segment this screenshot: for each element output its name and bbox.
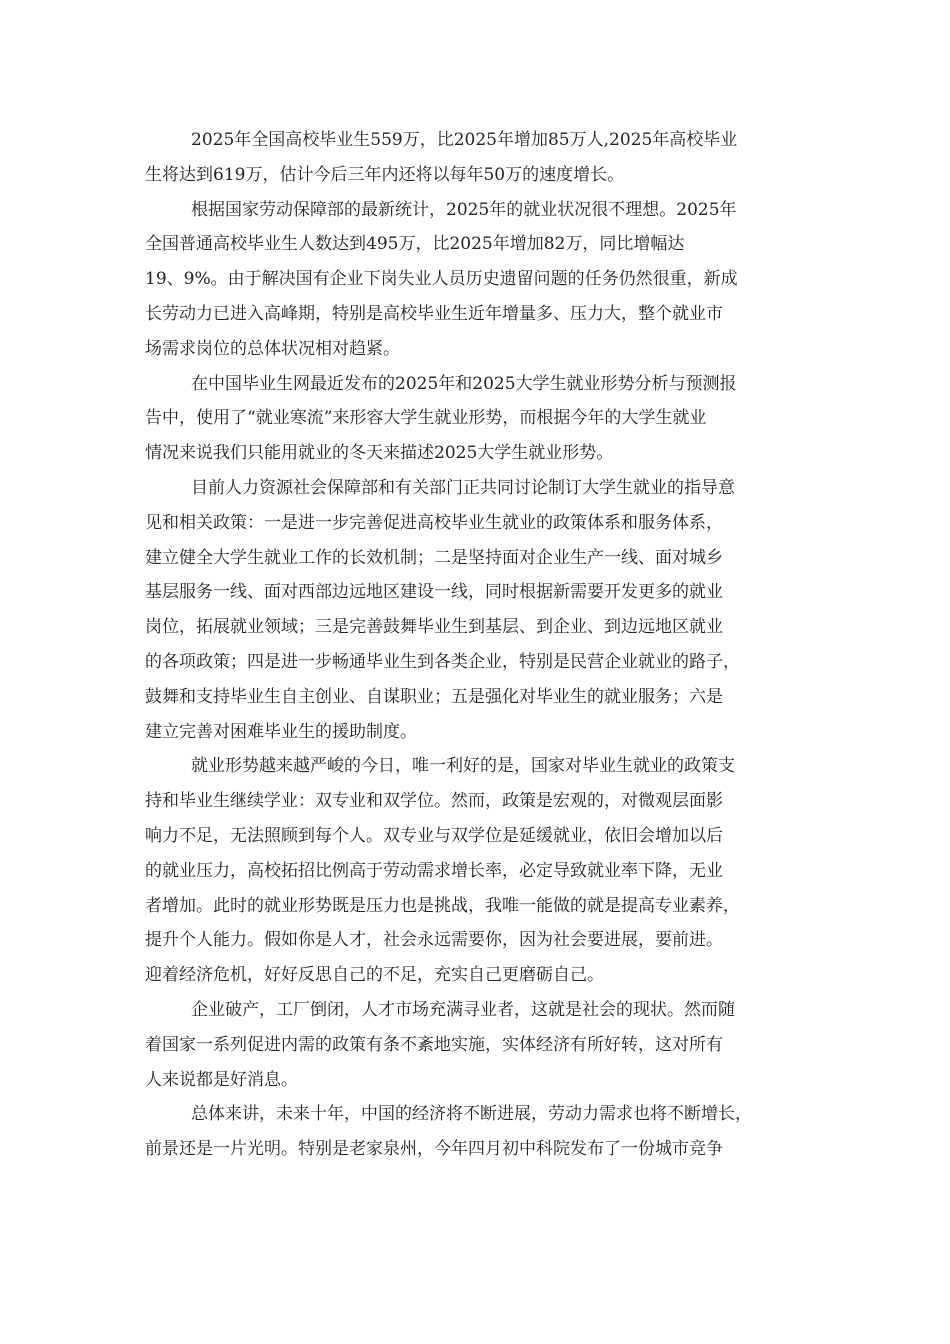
text-line: 2025年全国高校毕业生559万，比2025年增加85万人,2025年高校毕业 bbox=[191, 130, 738, 150]
text-line: 基层服务一线、面对西部边远地区建设一线，同时根据新需要开发更多的就业 bbox=[145, 582, 723, 603]
paragraph-5 bbox=[145, 749, 825, 993]
text-line: 人来说都是好消息。 bbox=[145, 1069, 298, 1090]
text-line: 响力不足，无法照顾到每个人。双专业与双学位是延缓就业，依旧会增加以后 bbox=[145, 825, 723, 846]
text-line: 全国普通高校毕业生人数达到495万，比2025年增加82万，同比增幅达 bbox=[145, 234, 685, 255]
text-line: 在中国毕业生网最近发布的2025年和2025大学生就业形势分析与预测报 bbox=[191, 373, 737, 394]
text-line: 提升个人能力。假如你是人才，社会永远需要你，因为社会要进展，要前进。 bbox=[145, 930, 723, 951]
text-line: 19、9%。由于解决国有企业下岗失业人员历史遗留问题的任务仍然很重，新成 bbox=[145, 269, 738, 290]
text-line: 长劳动力已进入高峰期，特别是高校毕业生近年增量多、压力大，整个就业市 bbox=[145, 303, 723, 324]
text-line: 鼓舞和支持毕业生自主创业、自谋职业；五是强化对毕业生的就业服务；六是 bbox=[145, 686, 723, 707]
text-line: 企业破产，工厂倒闭，人才市场充满寻业者，这就是社会的现状。然而随 bbox=[191, 999, 735, 1020]
text-line: 总体来讲，未来十年，中国的经济将不断进展，劳动力需求也将不断增长， bbox=[191, 1104, 752, 1125]
paragraph-4 bbox=[145, 471, 825, 749]
text-line: 建立完善对困难毕业生的援助制度。 bbox=[145, 721, 417, 742]
paragraph-3 bbox=[145, 367, 825, 471]
text-line: 迎着经济危机，好好反思自己的不足，充实自己更磨砺自己。 bbox=[145, 965, 604, 986]
text-line: 岗位，拓展就业领域；三是完善鼓舞毕业生到基层、到企业、到边远地区就业 bbox=[145, 617, 723, 638]
text-line: 着国家一系列促进内需的政策有条不紊地实施，实体经济有所好转，这对所有 bbox=[145, 1034, 723, 1055]
text-line: 的就业压力，高校拓招比例高于劳动需求增长率，必定导致就业率下降，无业 bbox=[145, 860, 723, 881]
text-line: 见和相关政策：一是进一步完善促进高校毕业生就业的政策体系和服务体系， bbox=[145, 512, 723, 533]
paragraph-1 bbox=[145, 123, 825, 193]
text-line: 前景还是一片光明。特别是老家泉州，今年四月初中科院发布了一份城市竞争 bbox=[145, 1139, 723, 1160]
text-line: 根据国家劳动保障部的最新统计，2025年的就业状况很不理想。2025年 bbox=[191, 199, 737, 220]
text-line: 者增加。此时的就业形势既是压力也是挑战，我唯一能做的就是提高专业素养， bbox=[145, 895, 740, 916]
text-line: 生将达到619万，估计今后三年内还将以每年50万的速度增长。 bbox=[145, 164, 625, 185]
text-line: 就业形势越来越严峻的今日，唯一利好的是，国家对毕业生就业的政策支 bbox=[191, 756, 735, 777]
text-line: 建立健全大学生就业工作的长效机制；二是坚持面对企业生产一线、面对城乡 bbox=[145, 547, 723, 568]
text-line: 情况来说我们只能用就业的冬天来描述2025大学生就业形势。 bbox=[145, 443, 614, 464]
paragraph-6 bbox=[145, 993, 825, 1097]
text-line: 场需求岗位的总体状况相对趋紧。 bbox=[145, 338, 400, 359]
paragraph-2 bbox=[145, 193, 825, 367]
text-line: 的各项政策；四是进一步畅通毕业生到各类企业，特别是民营企业就业的路子， bbox=[145, 651, 740, 672]
text-line: 目前人力资源社会保障部和有关部门正共同讨论制订大学生就业的指导意 bbox=[191, 477, 735, 498]
document-body bbox=[145, 123, 825, 1167]
paragraph-7 bbox=[145, 1097, 825, 1167]
text-line: 告中，使用了“就业寒流”来形容大学生就业形势，而根据今年的大学生就业 bbox=[145, 408, 707, 429]
text-line: 持和毕业生继续学业：双专业和双学位。然而，政策是宏观的，对微观层面影 bbox=[145, 791, 723, 812]
